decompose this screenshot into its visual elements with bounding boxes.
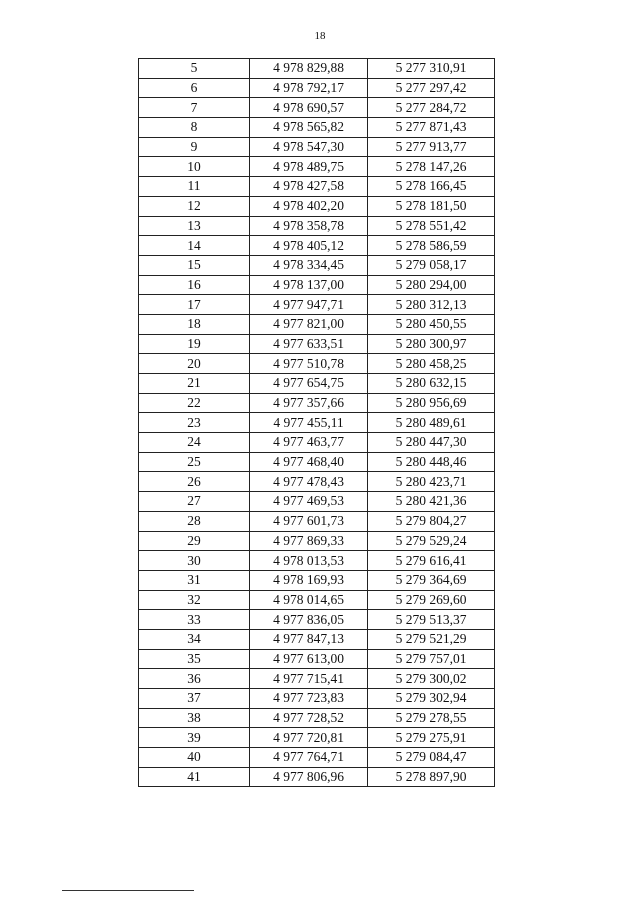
y-coordinate-cell: 5 279 804,27: [368, 511, 495, 531]
x-coordinate-cell: 4 977 728,52: [250, 708, 368, 728]
x-coordinate-cell: 4 977 633,51: [250, 334, 368, 354]
x-coordinate-cell: 4 978 013,53: [250, 551, 368, 571]
coordinates-table: [138, 58, 495, 787]
table-row: [139, 669, 495, 689]
table-row: [139, 433, 495, 453]
point-number-cell: 22: [139, 393, 250, 413]
point-number-cell: 37: [139, 689, 250, 709]
point-number-cell: 11: [139, 177, 250, 197]
table-row: [139, 413, 495, 433]
y-coordinate-cell: 5 279 275,91: [368, 728, 495, 748]
x-coordinate-cell: 4 977 821,00: [250, 314, 368, 334]
x-coordinate-cell: 4 977 357,66: [250, 393, 368, 413]
x-coordinate-cell: 4 977 478,43: [250, 472, 368, 492]
table-row: [139, 314, 495, 334]
x-coordinate-cell: 4 978 334,45: [250, 255, 368, 275]
table-row: [139, 118, 495, 138]
x-coordinate-cell: 4 978 169,93: [250, 570, 368, 590]
table-row: [139, 374, 495, 394]
table-row: [139, 590, 495, 610]
x-coordinate-cell: 4 978 014,65: [250, 590, 368, 610]
table-row: [139, 492, 495, 512]
table-row: [139, 177, 495, 197]
x-coordinate-cell: 4 977 654,75: [250, 374, 368, 394]
point-number-cell: 24: [139, 433, 250, 453]
table-row: [139, 393, 495, 413]
point-number-cell: 29: [139, 531, 250, 551]
x-coordinate-cell: 4 978 489,75: [250, 157, 368, 177]
y-coordinate-cell: 5 279 757,01: [368, 649, 495, 669]
y-coordinate-cell: 5 279 616,41: [368, 551, 495, 571]
point-number-cell: 19: [139, 334, 250, 354]
table-row: [139, 452, 495, 472]
table-row: [139, 196, 495, 216]
x-coordinate-cell: 4 978 547,30: [250, 137, 368, 157]
point-number-cell: 14: [139, 236, 250, 256]
point-number-cell: 35: [139, 649, 250, 669]
y-coordinate-cell: 5 280 294,00: [368, 275, 495, 295]
point-number-cell: 6: [139, 78, 250, 98]
point-number-cell: 16: [139, 275, 250, 295]
point-number-cell: 31: [139, 570, 250, 590]
y-coordinate-cell: 5 279 529,24: [368, 531, 495, 551]
y-coordinate-cell: 5 279 278,55: [368, 708, 495, 728]
table-row: [139, 78, 495, 98]
y-coordinate-cell: 5 279 058,17: [368, 255, 495, 275]
point-number-cell: 26: [139, 472, 250, 492]
point-number-cell: 7: [139, 98, 250, 118]
table-row: [139, 236, 495, 256]
y-coordinate-cell: 5 278 586,59: [368, 236, 495, 256]
y-coordinate-cell: 5 280 956,69: [368, 393, 495, 413]
table-row: [139, 531, 495, 551]
y-coordinate-cell: 5 277 913,77: [368, 137, 495, 157]
point-number-cell: 40: [139, 748, 250, 768]
y-coordinate-cell: 5 278 181,50: [368, 196, 495, 216]
x-coordinate-cell: 4 978 565,82: [250, 118, 368, 138]
y-coordinate-cell: 5 279 269,60: [368, 590, 495, 610]
table-row: [139, 157, 495, 177]
y-coordinate-cell: 5 280 450,55: [368, 314, 495, 334]
table-row: [139, 511, 495, 531]
table-row: [139, 610, 495, 630]
point-number-cell: 12: [139, 196, 250, 216]
coordinates-table-body: [139, 59, 495, 787]
x-coordinate-cell: 4 978 690,57: [250, 98, 368, 118]
y-coordinate-cell: 5 278 897,90: [368, 767, 495, 787]
table-row: [139, 98, 495, 118]
point-number-cell: 39: [139, 728, 250, 748]
y-coordinate-cell: 5 280 300,97: [368, 334, 495, 354]
x-coordinate-cell: 4 977 455,11: [250, 413, 368, 433]
table-row: [139, 59, 495, 79]
x-coordinate-cell: 4 978 137,00: [250, 275, 368, 295]
table-row: [139, 255, 495, 275]
point-number-cell: 28: [139, 511, 250, 531]
table-row: [139, 689, 495, 709]
x-coordinate-cell: 4 977 764,71: [250, 748, 368, 768]
point-number-cell: 36: [139, 669, 250, 689]
x-coordinate-cell: 4 977 869,33: [250, 531, 368, 551]
x-coordinate-cell: 4 977 613,00: [250, 649, 368, 669]
y-coordinate-cell: 5 280 423,71: [368, 472, 495, 492]
point-number-cell: 17: [139, 295, 250, 315]
table-row: [139, 295, 495, 315]
y-coordinate-cell: 5 278 147,26: [368, 157, 495, 177]
point-number-cell: 32: [139, 590, 250, 610]
table-row: [139, 767, 495, 787]
x-coordinate-cell: 4 977 715,41: [250, 669, 368, 689]
y-coordinate-cell: 5 277 871,43: [368, 118, 495, 138]
table-row: [139, 334, 495, 354]
x-coordinate-cell: 4 977 947,71: [250, 295, 368, 315]
x-coordinate-cell: 4 977 510,78: [250, 354, 368, 374]
x-coordinate-cell: 4 977 463,77: [250, 433, 368, 453]
point-number-cell: 5: [139, 59, 250, 79]
y-coordinate-cell: 5 280 447,30: [368, 433, 495, 453]
table-row: [139, 748, 495, 768]
point-number-cell: 33: [139, 610, 250, 630]
y-coordinate-cell: 5 279 513,37: [368, 610, 495, 630]
x-coordinate-cell: 4 977 468,40: [250, 452, 368, 472]
table-row: [139, 551, 495, 571]
table-row: [139, 629, 495, 649]
x-coordinate-cell: 4 977 469,53: [250, 492, 368, 512]
point-number-cell: 9: [139, 137, 250, 157]
point-number-cell: 20: [139, 354, 250, 374]
y-coordinate-cell: 5 277 284,72: [368, 98, 495, 118]
point-number-cell: 15: [139, 255, 250, 275]
y-coordinate-cell: 5 279 300,02: [368, 669, 495, 689]
point-number-cell: 34: [139, 629, 250, 649]
y-coordinate-cell: 5 280 312,13: [368, 295, 495, 315]
y-coordinate-cell: 5 278 166,45: [368, 177, 495, 197]
point-number-cell: 27: [139, 492, 250, 512]
y-coordinate-cell: 5 280 489,61: [368, 413, 495, 433]
x-coordinate-cell: 4 978 358,78: [250, 216, 368, 236]
point-number-cell: 41: [139, 767, 250, 787]
table-row: [139, 275, 495, 295]
y-coordinate-cell: 5 280 632,15: [368, 374, 495, 394]
x-coordinate-cell: 4 977 806,96: [250, 767, 368, 787]
y-coordinate-cell: 5 279 084,47: [368, 748, 495, 768]
point-number-cell: 21: [139, 374, 250, 394]
point-number-cell: 23: [139, 413, 250, 433]
x-coordinate-cell: 4 978 405,12: [250, 236, 368, 256]
table-row: [139, 570, 495, 590]
x-coordinate-cell: 4 977 723,83: [250, 689, 368, 709]
table-row: [139, 216, 495, 236]
point-number-cell: 8: [139, 118, 250, 138]
y-coordinate-cell: 5 280 458,25: [368, 354, 495, 374]
table-row: [139, 728, 495, 748]
x-coordinate-cell: 4 977 601,73: [250, 511, 368, 531]
x-coordinate-cell: 4 977 720,81: [250, 728, 368, 748]
table-row: [139, 708, 495, 728]
x-coordinate-cell: 4 978 829,88: [250, 59, 368, 79]
point-number-cell: 13: [139, 216, 250, 236]
x-coordinate-cell: 4 978 402,20: [250, 196, 368, 216]
x-coordinate-cell: 4 978 792,17: [250, 78, 368, 98]
x-coordinate-cell: 4 977 847,13: [250, 629, 368, 649]
point-number-cell: 38: [139, 708, 250, 728]
y-coordinate-cell: 5 277 310,91: [368, 59, 495, 79]
table-row: [139, 137, 495, 157]
point-number-cell: 30: [139, 551, 250, 571]
y-coordinate-cell: 5 279 521,29: [368, 629, 495, 649]
point-number-cell: 10: [139, 157, 250, 177]
table-row: [139, 354, 495, 374]
point-number-cell: 25: [139, 452, 250, 472]
table-row: [139, 472, 495, 492]
point-number-cell: 18: [139, 314, 250, 334]
y-coordinate-cell: 5 278 551,42: [368, 216, 495, 236]
y-coordinate-cell: 5 277 297,42: [368, 78, 495, 98]
y-coordinate-cell: 5 279 302,94: [368, 689, 495, 709]
footnote-separator-line: [62, 890, 194, 891]
x-coordinate-cell: 4 978 427,58: [250, 177, 368, 197]
y-coordinate-cell: 5 279 364,69: [368, 570, 495, 590]
page-number: 18: [314, 30, 326, 42]
y-coordinate-cell: 5 280 448,46: [368, 452, 495, 472]
y-coordinate-cell: 5 280 421,36: [368, 492, 495, 512]
table-row: [139, 649, 495, 669]
x-coordinate-cell: 4 977 836,05: [250, 610, 368, 630]
